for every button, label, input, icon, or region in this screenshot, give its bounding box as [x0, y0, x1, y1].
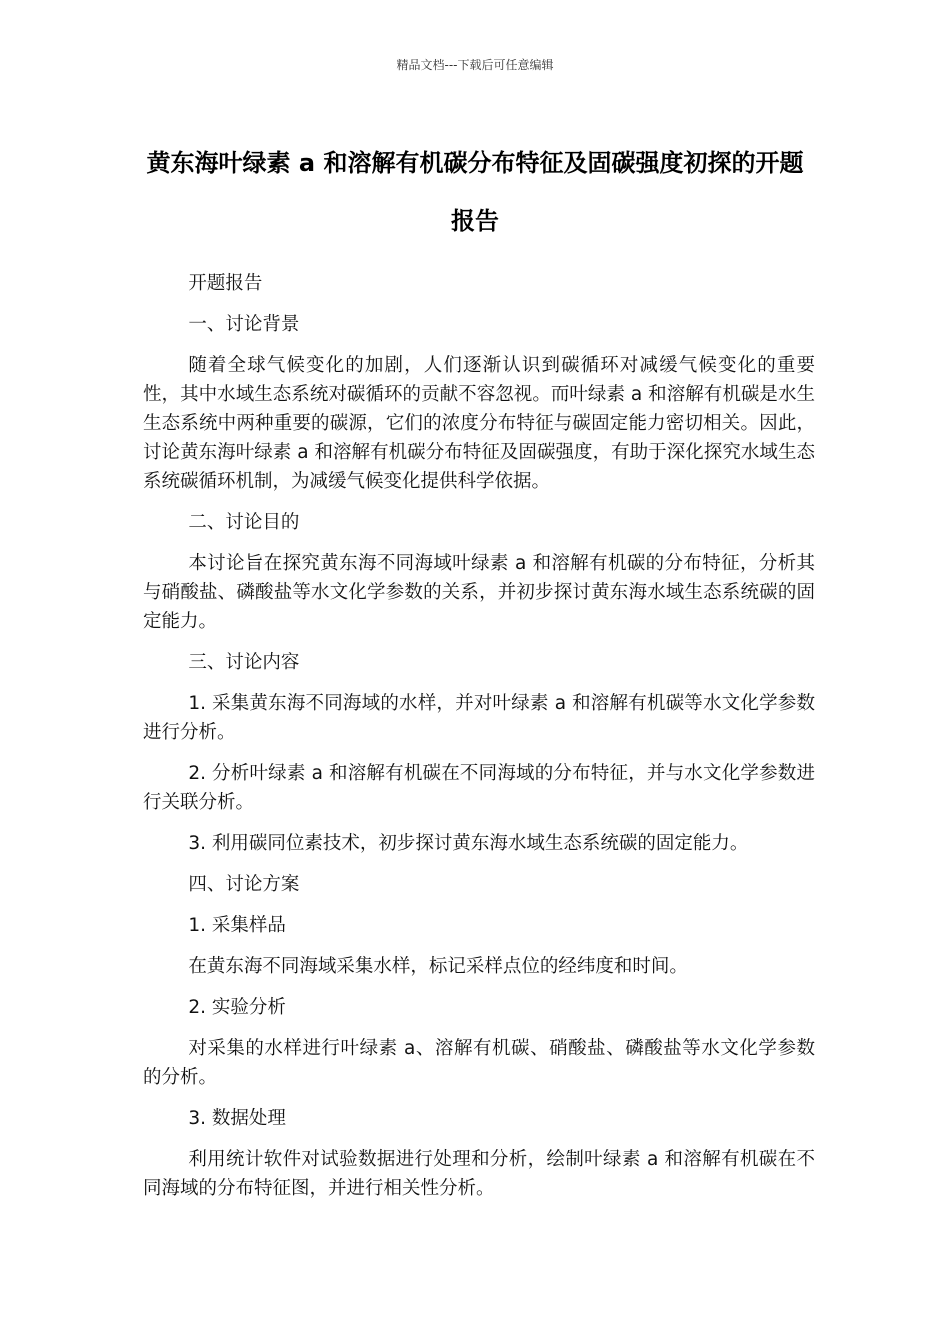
section-heading-plan: 四、讨论方案: [188, 874, 300, 895]
plan-item-3-heading: 3. 数据处理: [188, 1108, 286, 1129]
section-heading-content: 三、讨论内容: [188, 652, 300, 673]
paragraph-background: 随着全球气候变化的加剧，人们逐渐认识到碳循环对减缓气候变化的重要性，其中水域生态系统对碳循环的贡献不容忽视。而叶绿素 a 和溶解有机碳是水生生态系统中两种重要的碳源，它们的浓度分布特征与碳固定能力密切相关。因此，讨论黄东海叶绿素 a 和溶解有机碳分布特征及固碳强度，有助于深化探究水域生态系统碳循环机制，为减缓气候变化提供科学依据。: [143, 355, 815, 492]
plan-item-1-heading: 1. 采集样品: [188, 915, 286, 936]
document-body: [143, 269, 815, 1215]
content-item-2: 2. 分析叶绿素 a 和溶解有机碳在不同海域的分布特征，并与水文化学参数进行关联分析。: [143, 763, 815, 813]
section-heading-purpose: 二、讨论目的: [188, 512, 300, 533]
section-heading-background: 一、讨论背景: [188, 314, 300, 335]
content-item-1: 1. 采集黄东海不同海域的水样，并对叶绿素 a 和溶解有机碳等水文化学参数进行分析。: [143, 693, 815, 743]
plan-item-3-text: 利用统计软件对试验数据进行处理和分析，绘制叶绿素 a 和溶解有机碳在不同海域的分布特征图，并进行相关性分析。: [143, 1149, 815, 1199]
plan-item-1-text: 在黄东海不同海域采集水样，标记采样点位的经纬度和时间。: [188, 956, 688, 977]
paragraph-label: 开题报告: [188, 273, 263, 294]
content-item-3: 3. 利用碳同位素技术，初步探讨黄东海水域生态系统碳的固定能力。: [188, 833, 749, 854]
plan-item-2-text: 对采集的水样进行叶绿素 a、溶解有机碳、硝酸盐、磷酸盐等水文化学参数的分析。: [143, 1038, 815, 1088]
document-title: 黄东海叶绿素 a 和溶解有机碳分布特征及固碳强度初探的开题报告: [146, 149, 804, 235]
header-note: 精品文档---下载后可任意编辑: [396, 58, 554, 72]
plan-item-2-heading: 2. 实验分析: [188, 997, 286, 1018]
paragraph-purpose: 本讨论旨在探究黄东海不同海域叶绿素 a 和溶解有机碳的分布特征，分析其与硝酸盐、磷酸盐等水文化学参数的关系，并初步探讨黄东海水域生态系统碳的固定能力。: [143, 553, 815, 632]
